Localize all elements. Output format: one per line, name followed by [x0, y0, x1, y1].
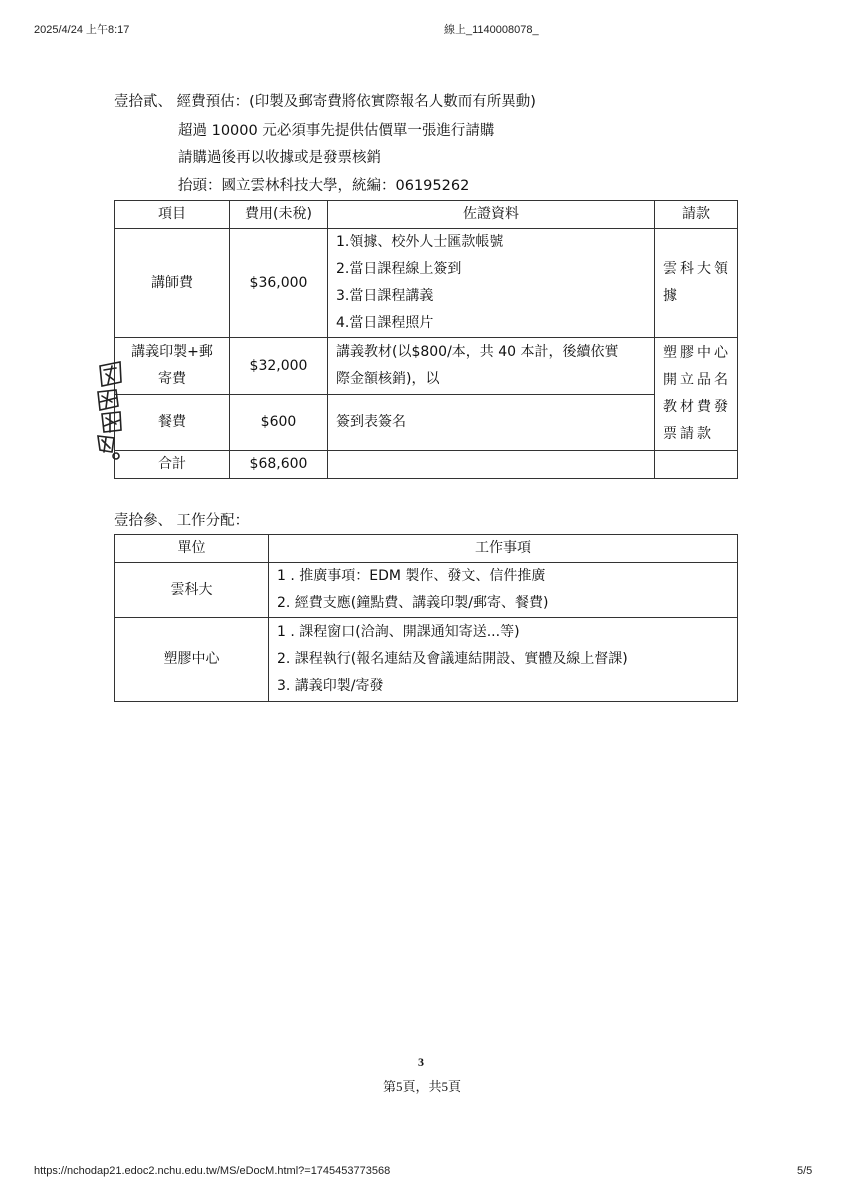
- print-datetime: 2025/4/24 上午8:17: [34, 24, 130, 36]
- evidence-line: 講義教材(以$800/本，共 40 本計，後續依實: [336, 344, 619, 360]
- table-row: [115, 229, 738, 338]
- payment-line: 塑膠中心: [663, 345, 731, 361]
- budget-note-3: 抬頭：國立雲林科技大學，統編：06195262: [178, 178, 470, 194]
- print-page-count: 5/5: [797, 1165, 813, 1177]
- work-table-header: [115, 535, 738, 563]
- total-payment: [655, 451, 738, 479]
- evidence-line: 1.領據、校外人士匯款帳號: [336, 234, 504, 250]
- table-row: [115, 395, 738, 451]
- budget-note-2: 請購過後再以收據或是發票核銷: [178, 150, 381, 166]
- header-item: 項目: [115, 201, 230, 229]
- unit-cell: 雲科大: [115, 563, 269, 618]
- task-line: 3. 講義印製/寄發: [277, 678, 384, 694]
- doc-page-number: 3: [418, 1055, 424, 1069]
- print-title: 線上_1140008078_: [444, 24, 539, 36]
- header-cost: 費用(未稅): [230, 201, 328, 229]
- header-evidence: 佐證資料: [328, 201, 655, 229]
- header-payment: 請款: [655, 201, 738, 229]
- payment-line: 據: [663, 288, 680, 304]
- item-cell: 講師費: [115, 229, 230, 338]
- item-line: 講義印製+郵: [131, 344, 213, 360]
- table-row-total: [115, 451, 738, 479]
- table-row: [115, 563, 738, 618]
- unit-cell: 塑膠中心: [115, 618, 269, 702]
- page-of-label: 第5頁，共5頁: [383, 1079, 462, 1094]
- evidence-line: 際金額核銷)，以: [336, 371, 440, 387]
- table-row: [115, 618, 738, 702]
- evidence-line: 4.當日課程照片: [336, 315, 434, 331]
- total-cost: $68,600: [230, 451, 328, 479]
- item-line: 寄費: [158, 371, 186, 387]
- evidence-cell: [328, 229, 655, 338]
- task-line: 2. 課程執行(報名連結及會議連結開設、實體及線上督課): [277, 651, 628, 667]
- cost-cell: $32,000: [230, 338, 328, 395]
- payment-line: 票請款: [663, 426, 714, 442]
- cost-cell: $600: [230, 395, 328, 451]
- header-tasks: 工作事項: [269, 535, 738, 563]
- print-url: https://nchodap21.edoc2.nchu.edu.tw/MS/eDocM.html?=1745453773568: [34, 1165, 391, 1177]
- payment-line: 教材費發: [663, 399, 731, 415]
- tasks-cell: [269, 618, 738, 702]
- payment-line: 雲科大領: [663, 261, 731, 277]
- evidence-cell: 簽到表簽名: [328, 395, 655, 451]
- cost-cell: $36,000: [230, 229, 328, 338]
- evidence-line: 2.當日課程線上簽到: [336, 261, 462, 277]
- budget-table: [114, 200, 738, 479]
- tasks-cell: [269, 563, 738, 618]
- payment-line: 開立品名: [663, 372, 731, 388]
- total-evidence: [328, 451, 655, 479]
- total-label: 合計: [115, 451, 230, 479]
- evidence-cell: [328, 338, 655, 395]
- task-line: 1 . 推廣事項：EDM 製作、發文、信件推廣: [277, 568, 546, 584]
- header-unit: 單位: [115, 535, 269, 563]
- work-heading: 壹拾參、 工作分配：: [114, 513, 250, 529]
- work-table: [114, 534, 738, 702]
- budget-heading: 壹拾貳、 經費預估：(印製及郵寄費將依實際報名人數而有所異動): [114, 94, 536, 110]
- task-line: 1 . 課程窗口(洽詢、開課通知寄送...等): [277, 624, 520, 640]
- budget-table-header: [115, 201, 738, 229]
- item-cell: 餐費: [115, 395, 230, 451]
- payment-cell: [655, 229, 738, 338]
- payment-cell: [655, 338, 738, 451]
- evidence-line: 3.當日課程講義: [336, 288, 434, 304]
- official-seal-stamp: [94, 352, 124, 462]
- item-cell: [115, 338, 230, 395]
- task-line: 2. 經費支應(鐘點費、講義印製/郵寄、餐費): [277, 595, 549, 611]
- budget-note-1: 超過 10000 元必須事先提供估價單一張進行請購: [178, 123, 495, 139]
- table-row: [115, 338, 738, 395]
